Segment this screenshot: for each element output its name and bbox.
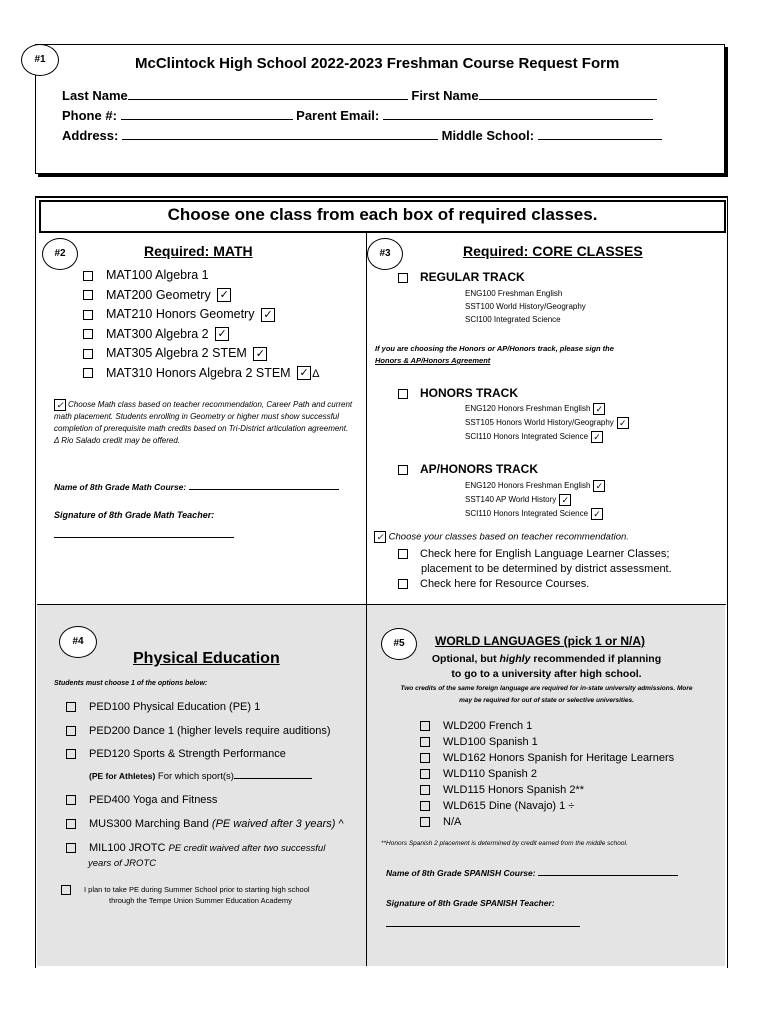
address-row: [62, 128, 662, 143]
math-check-mark[interactable]: ✓: [217, 288, 231, 302]
section-badge-5: #5: [381, 628, 417, 660]
middle-school-label: Middle School:: [441, 128, 535, 143]
last-name-field[interactable]: [128, 99, 408, 100]
resource-checkbox[interactable]: [398, 579, 408, 589]
address-label: Address:: [62, 128, 119, 143]
resource-label: Check here for Resource Courses.: [420, 578, 590, 590]
phone-label: Phone #:: [62, 108, 117, 123]
pe-option-label: PED120 Sports & Strength Performance: [89, 748, 286, 760]
pe-option[interactable]: [66, 841, 325, 871]
pe-title: Physical Education: [133, 650, 280, 667]
pe-intro: Students must choose 1 of the options below:: [54, 680, 208, 687]
math-note-delta: Δ Rio Salado credit may be offered.: [54, 436, 181, 446]
wl-spanish-note: **Honors Spanish 2 placement is determined by credit earned from the middle school.: [381, 840, 628, 847]
ell-option[interactable]: [398, 547, 672, 577]
honors-item: [465, 431, 603, 443]
wl-course-field[interactable]: [538, 875, 678, 876]
wl-title: WORLD LANGUAGES (pick 1 or N/A): [435, 634, 646, 648]
regular-item: ENG100 Freshman English: [465, 289, 563, 298]
resource-option[interactable]: [398, 578, 589, 590]
ap-item-text: ENG120 Honors Freshman English: [465, 481, 591, 491]
ap-track-label: AP/HONORS TRACK: [420, 462, 539, 476]
math-checkbox[interactable]: [83, 310, 93, 320]
wl-signature-field[interactable]: [386, 926, 580, 927]
math-option[interactable]: [83, 288, 231, 303]
math-option[interactable]: [83, 268, 209, 282]
wl-checkbox[interactable]: [420, 753, 430, 763]
wl-sub1-post: recommended if planning: [530, 653, 662, 665]
wl-checkbox[interactable]: [420, 721, 430, 731]
math-checkbox[interactable]: [83, 329, 93, 339]
wl-course-label: Name of 8th Grade SPANISH Course:: [386, 868, 536, 878]
honors-item-check[interactable]: ✓: [593, 403, 605, 415]
ap-item-text: SST140 AP World History: [465, 495, 557, 505]
wl-option[interactable]: [420, 720, 532, 732]
regular-item: SST100 World History/Geography: [465, 302, 586, 311]
math-check-mark[interactable]: ✓: [253, 347, 267, 361]
wl-checkbox[interactable]: [420, 737, 430, 747]
phone-row: [62, 108, 653, 123]
pe-option-label: PED100 Physical Education (PE) 1: [89, 701, 261, 713]
math-option[interactable]: [83, 327, 229, 342]
math-code: MAT200: [106, 287, 153, 302]
math-name: Algebra 1: [155, 268, 209, 282]
pe-checkbox[interactable]: [66, 726, 76, 736]
math-checkbox[interactable]: [83, 271, 93, 281]
math-course-row: [54, 482, 339, 492]
honors-item-text: ENG120 Honors Freshman English: [465, 404, 591, 414]
wl-credits-note: [367, 683, 726, 707]
math-code: MAT310: [106, 365, 153, 380]
core-title: Required: CORE CLASSES: [463, 243, 643, 259]
math-title: Required: MATH: [144, 243, 253, 259]
core-choose-check[interactable]: ✓: [374, 531, 386, 543]
parent-email-field[interactable]: [383, 119, 653, 120]
pe-option[interactable]: [66, 725, 331, 737]
wl-checkbox[interactable]: [420, 817, 430, 827]
pe-option[interactable]: [66, 818, 344, 830]
math-name: Algebra 2 STEM: [155, 346, 247, 360]
regular-item: SCI100 Integrated Science: [465, 315, 561, 324]
wl-subtitle: [367, 652, 726, 682]
ap-item: [465, 508, 603, 520]
ell-line1: Check here for English Language Learner Classes;: [420, 548, 670, 560]
ap-item-text: SCI110 Honors Integrated Science: [465, 509, 589, 519]
math-checkbox[interactable]: [83, 349, 93, 359]
honors-track-label: HONORS TRACK: [420, 386, 518, 400]
wl-credits-2: may be required for out of state or selective universities.: [459, 697, 634, 704]
pe-checkbox[interactable]: [66, 749, 76, 759]
honors-track-option[interactable]: [398, 386, 518, 400]
pe-checkbox[interactable]: [66, 795, 76, 805]
honors-item: [465, 403, 605, 415]
pe-jrotc-note1: PE credit waived after two successful: [168, 843, 326, 854]
wl-option-label: WLD200 French 1: [443, 720, 533, 732]
section-badge-3: #3: [367, 238, 403, 270]
pe-sport-field[interactable]: [234, 778, 312, 779]
pe-option[interactable]: [66, 748, 286, 760]
pe-option[interactable]: [66, 701, 260, 713]
pe-summer-option[interactable]: [61, 884, 310, 906]
pe-option-label: PED200 Dance 1 (higher levels require auditions): [89, 725, 331, 737]
wl-option[interactable]: [420, 816, 461, 828]
math-note: [54, 399, 354, 447]
pe-athletes-bold: (PE for Athletes): [89, 771, 156, 781]
honors-item-text: SST105 Honors World History/Geography: [465, 418, 614, 428]
math-course-field[interactable]: [189, 489, 339, 490]
math-name: Algebra 2: [155, 326, 209, 341]
wl-option-label: WLD110 Spanish 2: [443, 768, 537, 780]
regular-track-option[interactable]: [398, 270, 525, 284]
pe-summer-line2: through the Tempe Union Summer Education Academy: [109, 896, 292, 906]
wl-signature-label: Signature of 8th Grade SPANISH Teacher:: [386, 898, 555, 908]
ap-item-check[interactable]: ✓: [559, 494, 571, 506]
wl-option[interactable]: [420, 784, 584, 796]
math-signature-field[interactable]: [54, 537, 234, 538]
core-choose-note: [374, 531, 629, 543]
honors-item: [465, 417, 629, 429]
wl-checkbox[interactable]: [420, 801, 430, 811]
math-check-mark[interactable]: ✓: [297, 366, 311, 380]
math-option[interactable]: [83, 307, 275, 322]
section-badge-2: #2: [42, 238, 78, 270]
math-name: Geometry: [155, 287, 211, 302]
pe-band-caret: ^: [338, 818, 344, 830]
wl-option-label: WLD162 Honors Spanish for Heritage Learners: [443, 752, 675, 764]
math-note-check[interactable]: ✓: [54, 399, 66, 411]
address-field[interactable]: [122, 139, 438, 140]
math-check-mark[interactable]: ✓: [215, 327, 229, 341]
wl-checkbox[interactable]: [420, 769, 430, 779]
math-code: MAT100: [106, 268, 153, 282]
parent-email-label: Parent Email:: [296, 108, 380, 123]
math-checkbox[interactable]: [83, 368, 93, 378]
honors-agreement-note: [375, 343, 614, 367]
pe-option-label: MIL100 JROTC: [89, 842, 166, 854]
honors-item-check[interactable]: ✓: [591, 431, 603, 443]
ap-track-option[interactable]: [398, 462, 538, 476]
math-name: Honors Algebra 2 STEM: [155, 365, 291, 380]
honors-agreement-link[interactable]: Honors & AP/Honors Agreement: [375, 356, 491, 365]
first-name-field[interactable]: [479, 99, 657, 100]
wl-sub2: to go to a university after high school.: [451, 668, 642, 680]
honors-track-checkbox[interactable]: [398, 389, 408, 399]
ap-item-check[interactable]: ✓: [591, 508, 603, 520]
core-choose-text: Choose your classes based on teacher recommendation.: [388, 531, 629, 543]
pe-athletes-text: For which sport(s): [157, 771, 234, 782]
section-badge-4: #4: [59, 626, 97, 658]
wl-option-label: N/A: [443, 816, 462, 828]
phone-field[interactable]: [121, 119, 293, 120]
form-title: McClintock High School 2022-2023 Freshman Course Request Form: [135, 55, 620, 72]
pe-option-label: MUS300 Marching Band: [89, 818, 209, 830]
math-checkbox[interactable]: [83, 290, 93, 300]
math-delta: Δ: [312, 367, 320, 380]
math-name: Honors Geometry: [155, 307, 255, 321]
pe-option[interactable]: [66, 794, 217, 806]
wl-option[interactable]: [420, 800, 574, 812]
math-option[interactable]: [83, 366, 319, 381]
math-check-mark[interactable]: ✓: [261, 308, 275, 322]
wl-sub1-em: highly: [499, 653, 531, 665]
ap-item-check[interactable]: ✓: [593, 480, 605, 492]
ap-track-checkbox[interactable]: [398, 465, 408, 475]
math-code: MAT300: [106, 326, 153, 341]
math-code: MAT210: [106, 307, 153, 321]
pe-checkbox[interactable]: [66, 843, 76, 853]
math-note-text: Choose Math class based on teacher recommendation, Career Path and current math placement. Students enrolling in Geometry or higher must show successful completion of prerequisite math credits based on Tri-District articulation agreement.: [54, 400, 353, 434]
regular-track-checkbox[interactable]: [398, 273, 408, 283]
pe-summer-checkbox[interactable]: [61, 885, 71, 895]
math-course-label: Name of 8th Grade Math Course:: [54, 482, 187, 492]
wl-option-label: WLD115 Honors Spanish 2**: [443, 784, 585, 796]
math-option[interactable]: [83, 346, 267, 361]
pe-checkbox[interactable]: [66, 819, 76, 829]
wl-option[interactable]: [420, 768, 537, 780]
honors-item-check[interactable]: ✓: [617, 417, 629, 429]
last-name-row: [62, 88, 657, 103]
regular-track-label: REGULAR TRACK: [420, 270, 525, 284]
wl-option[interactable]: [420, 736, 538, 748]
wl-sub1-pre: Optional, but: [431, 653, 500, 665]
ell-line2: placement to be determined by district assessment.: [421, 563, 672, 575]
wl-option-label: WLD615 Dine (Navajo) 1 ÷: [443, 800, 575, 812]
first-name-label: First Name: [411, 88, 479, 103]
middle-school-field[interactable]: [538, 139, 662, 140]
pe-summer-line1: I plan to take PE during Summer School prior to starting high school: [84, 885, 310, 894]
pe-athletes-row: [89, 771, 312, 782]
wl-credits-1: Two credits of the same foreign language are required for in-state university admissions. More: [400, 685, 693, 692]
wl-checkbox[interactable]: [420, 785, 430, 795]
math-signature-label: Signature of 8th Grade Math Teacher:: [54, 510, 215, 520]
required-banner: Choose one class from each box of required classes.: [167, 205, 598, 224]
pe-jrotc-note2: years of JROTC: [88, 858, 157, 869]
pe-option-label: PED400 Yoga and Fitness: [89, 794, 218, 806]
section-badge-1: #1: [21, 44, 59, 76]
pe-band-note: (PE waived after 3 years): [211, 818, 336, 830]
wl-option[interactable]: [420, 752, 674, 764]
honors-note-text: If you are choosing the Honors or AP/Honors track, please sign the: [375, 344, 614, 353]
honors-item-text: SCI110 Honors Integrated Science: [465, 432, 589, 442]
ap-item: [465, 494, 571, 506]
wl-option-label: WLD100 Spanish 1: [443, 736, 538, 748]
wl-course-row: [386, 868, 678, 878]
ell-checkbox[interactable]: [398, 549, 408, 559]
last-name-label: Last Name: [62, 88, 128, 103]
math-code: MAT305: [106, 346, 153, 360]
ap-item: [465, 480, 605, 492]
pe-checkbox[interactable]: [66, 702, 76, 712]
